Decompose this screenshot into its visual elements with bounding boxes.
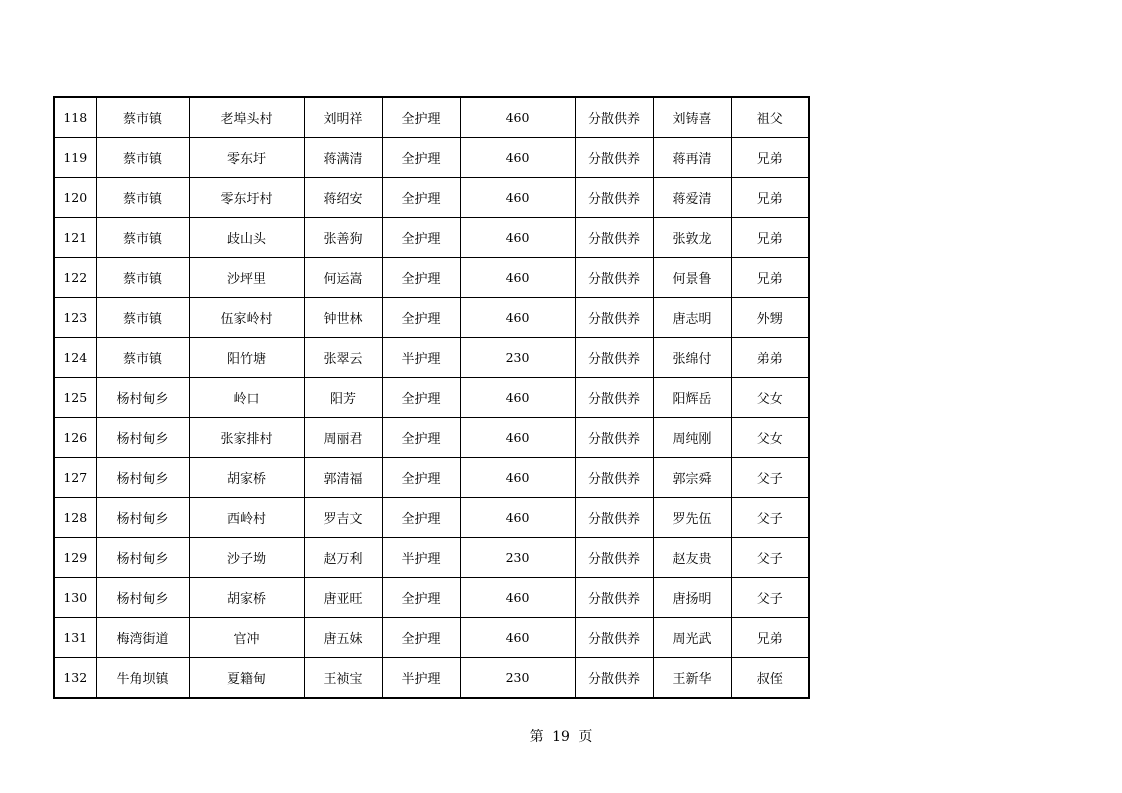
cell-care-level: 全护理: [382, 178, 460, 218]
cell-amount: 460: [460, 618, 575, 658]
cell-name: 张翠云: [304, 338, 382, 378]
cell-relationship: 弟弟: [731, 338, 809, 378]
cell-support-type: 分散供养: [575, 218, 653, 258]
cell-village: 沙子坳: [189, 538, 304, 578]
cell-name: 张善狗: [304, 218, 382, 258]
cell-amount: 460: [460, 218, 575, 258]
table-row: [54, 378, 809, 418]
cell-guardian: 张敦龙: [653, 218, 731, 258]
cell-support-type: 分散供养: [575, 298, 653, 338]
cell-town: 梅湾街道: [96, 618, 189, 658]
cell-support-type: 分散供养: [575, 458, 653, 498]
cell-guardian: 蒋爱清: [653, 178, 731, 218]
table-row: [54, 138, 809, 178]
cell-relationship: 兄弟: [731, 218, 809, 258]
cell-guardian: 王新华: [653, 658, 731, 699]
cell-village: 胡家桥: [189, 578, 304, 618]
cell-name: 罗吉文: [304, 498, 382, 538]
table-row: [54, 618, 809, 658]
cell-row-number: 122: [54, 258, 96, 298]
cell-village: 歧山头: [189, 218, 304, 258]
cell-name: 唐亚旺: [304, 578, 382, 618]
cell-row-number: 125: [54, 378, 96, 418]
cell-care-level: 全护理: [382, 498, 460, 538]
table-row: [54, 298, 809, 338]
cell-row-number: 120: [54, 178, 96, 218]
cell-care-level: 半护理: [382, 538, 460, 578]
cell-row-number: 119: [54, 138, 96, 178]
cell-support-type: 分散供养: [575, 258, 653, 298]
cell-name: 王祯宝: [304, 658, 382, 699]
table-row: [54, 418, 809, 458]
cell-relationship: 叔侄: [731, 658, 809, 699]
cell-amount: 460: [460, 418, 575, 458]
table-row: [54, 218, 809, 258]
cell-town: 杨村甸乡: [96, 498, 189, 538]
cell-town: 蔡市镇: [96, 138, 189, 178]
cell-relationship: 父子: [731, 458, 809, 498]
cell-support-type: 分散供养: [575, 178, 653, 218]
cell-village: 阳竹塘: [189, 338, 304, 378]
cell-amount: 230: [460, 658, 575, 699]
cell-town: 杨村甸乡: [96, 538, 189, 578]
table-row: [54, 578, 809, 618]
cell-guardian: 张绵付: [653, 338, 731, 378]
cell-support-type: 分散供养: [575, 538, 653, 578]
cell-care-level: 半护理: [382, 338, 460, 378]
cell-care-level: 全护理: [382, 458, 460, 498]
cell-name: 蒋绍安: [304, 178, 382, 218]
cell-name: 何运嵩: [304, 258, 382, 298]
cell-row-number: 131: [54, 618, 96, 658]
cell-town: 杨村甸乡: [96, 418, 189, 458]
cell-support-type: 分散供养: [575, 418, 653, 458]
cell-town: 杨村甸乡: [96, 458, 189, 498]
cell-name: 刘明祥: [304, 97, 382, 138]
cell-name: 赵万利: [304, 538, 382, 578]
cell-village: 零东圩: [189, 138, 304, 178]
cell-care-level: 全护理: [382, 418, 460, 458]
cell-village: 胡家桥: [189, 458, 304, 498]
cell-town: 杨村甸乡: [96, 578, 189, 618]
table-body: [54, 97, 809, 698]
cell-amount: 460: [460, 298, 575, 338]
cell-row-number: 121: [54, 218, 96, 258]
cell-village: 夏籍甸: [189, 658, 304, 699]
cell-amount: 230: [460, 538, 575, 578]
cell-care-level: 全护理: [382, 378, 460, 418]
cell-row-number: 118: [54, 97, 96, 138]
cell-town: 蔡市镇: [96, 178, 189, 218]
cell-row-number: 127: [54, 458, 96, 498]
cell-support-type: 分散供养: [575, 498, 653, 538]
cell-row-number: 129: [54, 538, 96, 578]
cell-support-type: 分散供养: [575, 378, 653, 418]
cell-village: 西岭村: [189, 498, 304, 538]
cell-guardian: 何景鲁: [653, 258, 731, 298]
cell-support-type: 分散供养: [575, 338, 653, 378]
cell-village: 伍家岭村: [189, 298, 304, 338]
cell-amount: 460: [460, 138, 575, 178]
cell-amount: 460: [460, 578, 575, 618]
cell-row-number: 124: [54, 338, 96, 378]
cell-town: 蔡市镇: [96, 218, 189, 258]
cell-name: 周丽君: [304, 418, 382, 458]
cell-support-type: 分散供养: [575, 658, 653, 699]
cell-amount: 230: [460, 338, 575, 378]
cell-town: 蔡市镇: [96, 338, 189, 378]
cell-amount: 460: [460, 378, 575, 418]
cell-care-level: 全护理: [382, 298, 460, 338]
cell-guardian: 郭宗舜: [653, 458, 731, 498]
cell-relationship: 父子: [731, 498, 809, 538]
cell-name: 唐五妹: [304, 618, 382, 658]
table-row: [54, 658, 809, 699]
page-number: 第 19 页: [529, 729, 593, 745]
table-row: [54, 458, 809, 498]
cell-support-type: 分散供养: [575, 97, 653, 138]
cell-guardian: 罗先伍: [653, 498, 731, 538]
cell-relationship: 父子: [731, 538, 809, 578]
cell-row-number: 132: [54, 658, 96, 699]
cell-relationship: 父女: [731, 378, 809, 418]
cell-relationship: 父子: [731, 578, 809, 618]
cell-village: 老埠头村: [189, 97, 304, 138]
cell-relationship: 祖父: [731, 97, 809, 138]
cell-name: 蒋满清: [304, 138, 382, 178]
cell-support-type: 分散供养: [575, 578, 653, 618]
table-row: [54, 338, 809, 378]
cell-amount: 460: [460, 97, 575, 138]
table-row: [54, 258, 809, 298]
cell-village: 张家排村: [189, 418, 304, 458]
cell-amount: 460: [460, 258, 575, 298]
cell-care-level: 全护理: [382, 97, 460, 138]
cell-relationship: 兄弟: [731, 618, 809, 658]
cell-guardian: 刘铸喜: [653, 97, 731, 138]
cell-name: 郭清福: [304, 458, 382, 498]
table-row: [54, 538, 809, 578]
cell-guardian: 唐扬明: [653, 578, 731, 618]
cell-relationship: 兄弟: [731, 258, 809, 298]
cell-care-level: 半护理: [382, 658, 460, 699]
cell-relationship: 父女: [731, 418, 809, 458]
cell-guardian: 周纯刚: [653, 418, 731, 458]
cell-relationship: 兄弟: [731, 138, 809, 178]
cell-name: 钟世林: [304, 298, 382, 338]
cell-guardian: 唐志明: [653, 298, 731, 338]
cell-village: 沙坪里: [189, 258, 304, 298]
cell-relationship: 兄弟: [731, 178, 809, 218]
cell-town: 牛角坝镇: [96, 658, 189, 699]
cell-town: 蔡市镇: [96, 97, 189, 138]
table-row: [54, 178, 809, 218]
data-table: [53, 96, 810, 699]
cell-support-type: 分散供养: [575, 618, 653, 658]
cell-relationship: 外甥: [731, 298, 809, 338]
cell-town: 蔡市镇: [96, 258, 189, 298]
cell-guardian: 赵友贵: [653, 538, 731, 578]
cell-amount: 460: [460, 458, 575, 498]
cell-row-number: 126: [54, 418, 96, 458]
table-row: [54, 498, 809, 538]
cell-guardian: 蒋再清: [653, 138, 731, 178]
cell-village: 岭口: [189, 378, 304, 418]
cell-row-number: 123: [54, 298, 96, 338]
cell-amount: 460: [460, 178, 575, 218]
cell-village: 零东圩村: [189, 178, 304, 218]
cell-name: 阳芳: [304, 378, 382, 418]
cell-town: 杨村甸乡: [96, 378, 189, 418]
cell-town: 蔡市镇: [96, 298, 189, 338]
cell-support-type: 分散供养: [575, 138, 653, 178]
cell-amount: 460: [460, 498, 575, 538]
cell-row-number: 128: [54, 498, 96, 538]
table-row: [54, 97, 809, 138]
cell-care-level: 全护理: [382, 258, 460, 298]
cell-care-level: 全护理: [382, 218, 460, 258]
cell-care-level: 全护理: [382, 578, 460, 618]
cell-care-level: 全护理: [382, 618, 460, 658]
cell-guardian: 周光武: [653, 618, 731, 658]
cell-care-level: 全护理: [382, 138, 460, 178]
cell-row-number: 130: [54, 578, 96, 618]
cell-guardian: 阳辉岳: [653, 378, 731, 418]
cell-village: 官冲: [189, 618, 304, 658]
